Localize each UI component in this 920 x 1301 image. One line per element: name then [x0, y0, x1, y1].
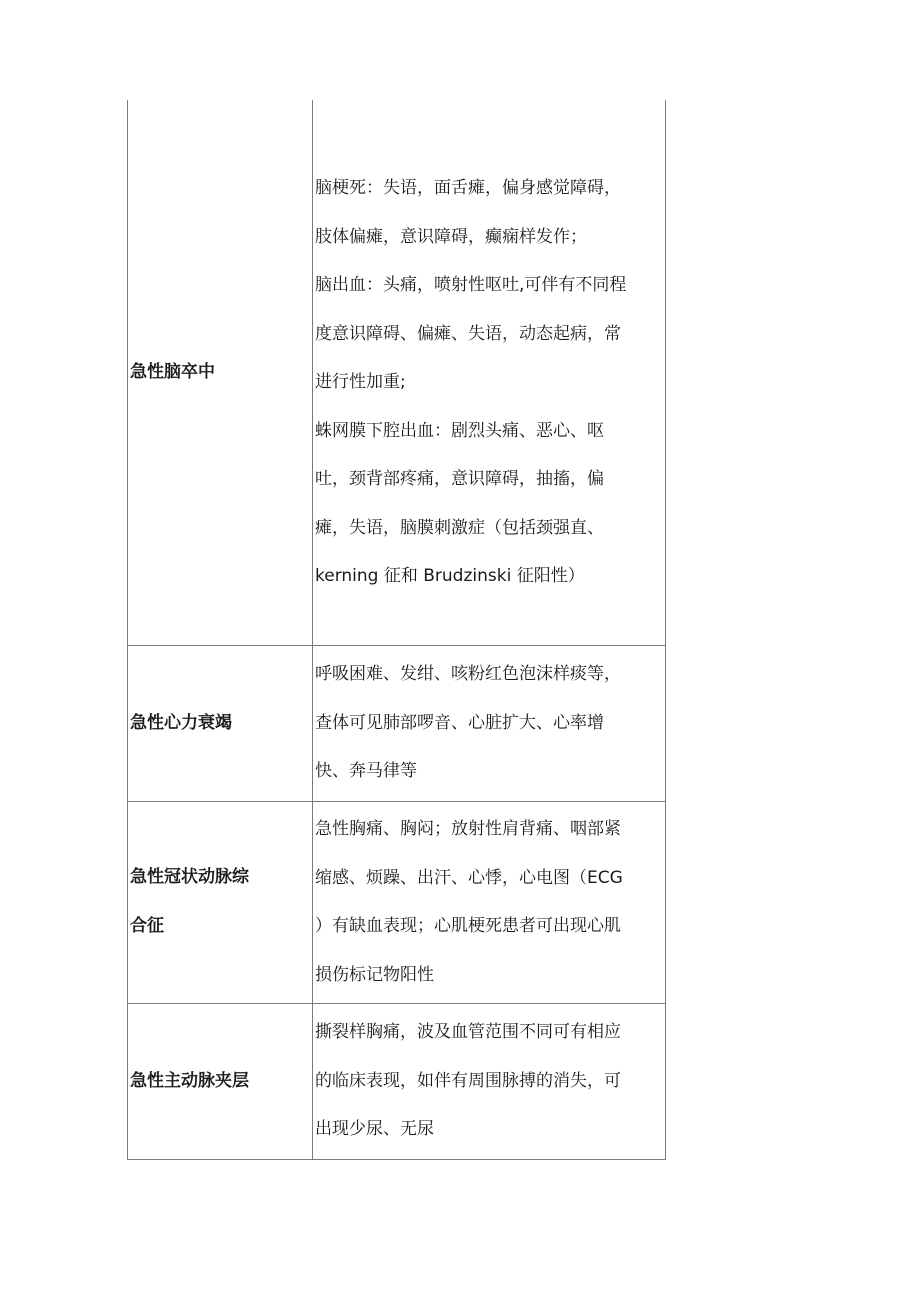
emergency-conditions-table [127, 100, 666, 1160]
description-line: 撕裂样胸痛，波及血管范围不同可有相应 [315, 1022, 621, 1043]
condition-name: 急性冠状动脉综 [130, 867, 249, 887]
description-line: 进行性加重; [315, 372, 406, 392]
table-row [128, 801, 666, 1003]
condition-description-cell [313, 645, 666, 801]
description-line: ）有缺血表现；心肌梗死患者可出现心肌 [315, 916, 621, 936]
description-line: 吐，颈背部疼痛，意识障碍，抽搐，偏 [315, 469, 604, 489]
description-line: 蛛网膜下腔出血：剧烈头痛、恶心、呕 [315, 420, 604, 441]
description-line: 呼吸困难、发绀、咳粉红色泡沫样痰等， [315, 664, 621, 685]
description-line: kerning 征和 Brudzinski 征阳性） [315, 566, 585, 586]
description-line: 缩感、烦躁、出汗、心悸，心电图（ECG [315, 867, 623, 888]
condition-name: 急性心力衰竭 [130, 712, 232, 733]
table-row [128, 1003, 666, 1159]
description-line: 瘫，失语，脑膜刺激症（包括颈强直、 [315, 517, 604, 538]
description-line: 快、奔马律等 [315, 761, 417, 782]
condition-name: 急性脑卒中 [130, 361, 215, 382]
condition-name-cell [128, 645, 313, 801]
description-line: 损伤标记物阳性 [315, 964, 434, 985]
description-line: 肢体偏瘫，意识障碍，癫痫样发作； [315, 226, 587, 247]
description-line: 脑出血：头痛，喷射性呕吐,可伴有不同程 [315, 275, 627, 295]
condition-description-cell [313, 1003, 666, 1159]
description-line: 度意识障碍、偏瘫、失语，动态起病，常 [315, 323, 621, 344]
condition-name-cell [128, 100, 313, 645]
description-line: 查体可见肺部啰音、心脏扩大、心率增 [315, 712, 604, 733]
condition-name-cell [128, 1003, 313, 1159]
condition-description-cell [313, 801, 666, 1003]
table-row [128, 645, 666, 801]
condition-name: 合征 [130, 916, 164, 936]
condition-name-cell [128, 801, 313, 1003]
table-row [128, 100, 666, 645]
condition-description-cell [313, 100, 666, 645]
description-line: 的临床表现，如伴有周围脉搏的消失，可 [315, 1070, 621, 1091]
description-line: 急性胸痛、胸闷；放射性肩背痛、咽部紧 [315, 819, 621, 839]
description-line: 脑梗死：失语，面舌瘫，偏身感觉障碍， [315, 178, 621, 198]
description-line: 出现少尿、无尿 [315, 1119, 434, 1140]
condition-name: 急性主动脉夹层 [130, 1070, 249, 1091]
